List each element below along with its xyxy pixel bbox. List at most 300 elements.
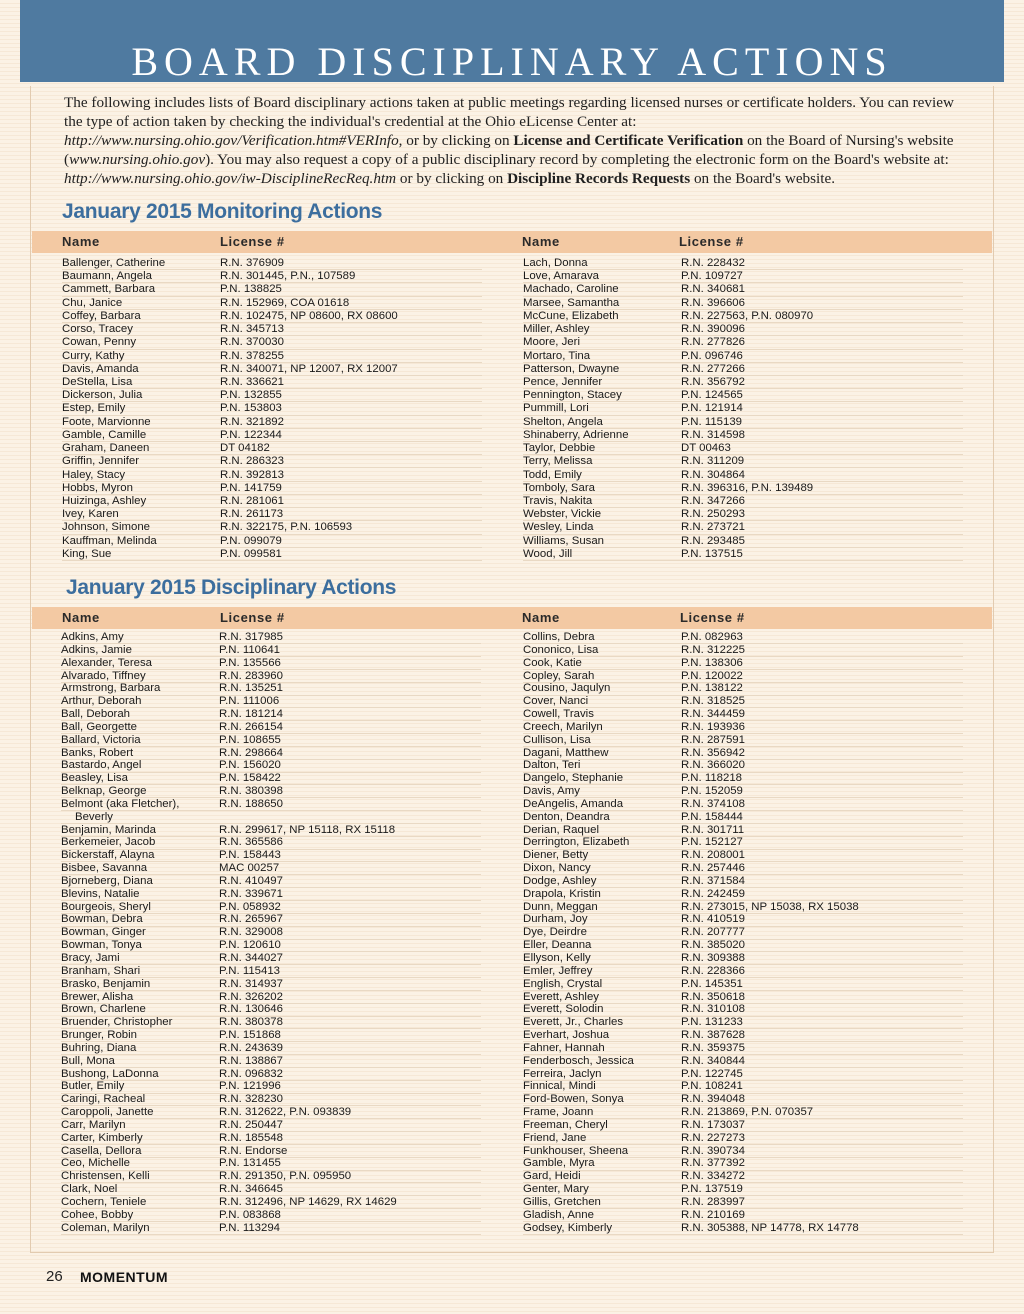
list-item <box>61 1029 481 1042</box>
list-item <box>523 521 963 534</box>
license-number: R.N. 281061 <box>220 494 284 507</box>
person-name: Cowell, Travis <box>523 708 594 721</box>
person-name: Friend, Jane <box>523 1131 587 1144</box>
person-name: Bull, Mona <box>61 1054 115 1067</box>
person-name: Everett, Ashley <box>523 990 599 1003</box>
license-number: R.N. 356942 <box>681 746 745 759</box>
license-number: R.N. 265967 <box>219 913 283 926</box>
list-item <box>61 785 481 798</box>
license-number: R.N. 365586 <box>219 836 283 849</box>
license-number: R.N. 152969, COA 01618 <box>220 296 350 309</box>
license-number: R.N. 376909 <box>220 257 284 269</box>
list-item <box>523 836 963 849</box>
col-header-license-left: License # <box>220 234 285 249</box>
person-name: Branham, Shari <box>61 964 141 977</box>
intro-text-4: ). You may also request a copy of a public disciplinary record by completing the electronic form on the Board's website at: <box>205 151 949 168</box>
list-item <box>62 548 482 561</box>
license-number: R.N. 390734 <box>681 1144 745 1157</box>
license-number: R.N. Endorse <box>219 1144 288 1157</box>
person-name: Ballenger, Catherine <box>62 257 166 269</box>
person-name: Bowman, Ginger <box>61 926 146 939</box>
person-name: Moore, Jeri <box>523 336 580 349</box>
license-number: R.N. 312225 <box>681 643 745 656</box>
list-item <box>523 734 963 747</box>
list-item <box>523 785 963 798</box>
discipline-form-link[interactable]: http://www.nursing.ohio.gov/iw-DisciplineRecReq.htm <box>64 170 397 187</box>
person-name: Copley, Sarah <box>523 669 595 682</box>
list-item <box>523 495 963 508</box>
list-item <box>61 991 481 1004</box>
license-number: R.N. 396606 <box>681 296 745 309</box>
person-name: Dye, Deirdre <box>523 926 587 939</box>
list-item <box>523 1222 963 1235</box>
list-item <box>523 363 963 376</box>
list-item <box>523 695 963 708</box>
list-item <box>523 747 963 760</box>
person-name: Emler, Jeffrey <box>523 964 593 977</box>
license-number: R.N. 277826 <box>681 336 745 349</box>
list-item <box>523 350 963 363</box>
person-name: Benjamin, Marinda <box>61 823 156 836</box>
person-name: Kauffman, Melinda <box>62 534 157 547</box>
license-number: R.N. 291350, P.N. 095950 <box>219 1170 352 1183</box>
license-number: R.N. 242459 <box>681 887 745 900</box>
person-name: Everett, Jr., Charles <box>523 1016 624 1029</box>
person-name: Brunger, Robin <box>61 1029 137 1042</box>
list-item <box>523 1209 963 1222</box>
col-header-name-right-2: Name <box>522 610 560 625</box>
person-name: Machado, Caroline <box>523 283 619 296</box>
license-number: P.N. 132855 <box>220 389 282 402</box>
license-number: R.N. 312496, NP 14629, RX 14629 <box>219 1195 397 1208</box>
list-item <box>523 644 963 657</box>
license-number: P.N. 138306 <box>681 656 743 669</box>
license-number: P.N. 135566 <box>219 656 281 669</box>
list-item <box>523 1196 963 1209</box>
list-item <box>61 1016 481 1029</box>
license-number: R.N. 347266 <box>681 494 745 507</box>
license-number: P.N. 137515 <box>681 547 743 560</box>
intro-text-3: on the Board of Nursing's website ( <box>64 132 954 168</box>
license-number: R.N. 344027 <box>219 952 283 964</box>
license-number: R.N. 304864 <box>681 468 745 481</box>
person-name: Bastardo, Angel <box>61 759 142 772</box>
list-item <box>523 1016 963 1029</box>
list-item <box>61 772 481 785</box>
person-name: Bickerstaff, Alayna <box>61 849 155 862</box>
person-name: Creech, Marilyn <box>523 720 603 733</box>
person-name: Gard, Heidi <box>523 1170 581 1183</box>
person-name: Ceo, Michelle <box>61 1157 131 1170</box>
person-name: Cammett, Barbara <box>62 283 156 296</box>
license-number: P.N. 122745 <box>681 1067 743 1080</box>
license-number: P.N. 082963 <box>681 631 743 643</box>
list-item <box>61 1170 481 1183</box>
list-item <box>523 1119 963 1132</box>
list-item <box>523 1170 963 1183</box>
col-header-license-right: License # <box>679 234 744 249</box>
license-number: R.N. 305388, NP 14778, RX 14778 <box>681 1221 859 1234</box>
license-number: R.N. 390096 <box>681 323 745 336</box>
intro-paragraph <box>64 93 964 188</box>
list-item <box>61 759 481 772</box>
col-header-name-right: Name <box>522 234 560 249</box>
list-item <box>61 1003 481 1016</box>
person-name: Everhart, Joshua <box>523 1029 610 1042</box>
list-item <box>62 310 482 323</box>
list-item <box>523 824 963 837</box>
license-number: R.N. 102475, NP 08600, RX 08600 <box>220 309 398 322</box>
list-item <box>523 888 963 901</box>
license-number: DT 04182 <box>220 442 270 455</box>
list-item <box>61 1209 481 1222</box>
license-number: R.N. 261173 <box>220 508 284 521</box>
list-item <box>523 1183 963 1196</box>
list-item <box>61 798 481 811</box>
person-name: Eller, Deanna <box>523 939 592 952</box>
list-item <box>523 336 963 349</box>
list-item <box>523 901 963 914</box>
license-number: R.N. 334272 <box>681 1170 745 1183</box>
list-item <box>61 811 481 824</box>
list-item <box>523 1029 963 1042</box>
list-item <box>61 952 481 965</box>
list-item <box>523 469 963 482</box>
magazine-name: MOMENTUM <box>80 1269 168 1285</box>
list-item <box>61 708 481 721</box>
list-item <box>61 670 481 683</box>
person-name: Bowman, Tonya <box>61 939 142 952</box>
license-number: R.N. 135251 <box>219 682 283 695</box>
person-name: Ball, Deborah <box>61 708 131 721</box>
list-item <box>62 495 482 508</box>
list-item <box>61 644 481 657</box>
list-item <box>61 747 481 760</box>
list-item <box>523 657 963 670</box>
list-item <box>523 721 963 734</box>
list-item <box>523 442 963 455</box>
list-item <box>61 862 481 875</box>
person-name: Bruender, Christopher <box>61 1016 173 1029</box>
list-item <box>62 297 482 310</box>
person-name: Everett, Solodin <box>523 1003 604 1016</box>
person-name: McCune, Elizabeth <box>523 309 619 322</box>
license-verification-label[interactable]: License and Certificate Verification <box>513 132 744 149</box>
list-item <box>523 965 963 978</box>
license-number: R.N. 378255 <box>220 349 284 362</box>
list-item <box>523 978 963 991</box>
license-number: R.N. 374108 <box>681 797 745 810</box>
license-number: P.N. 109727 <box>681 270 743 283</box>
list-item <box>61 1106 481 1119</box>
person-name: Shinaberry, Adrienne <box>523 428 629 441</box>
license-number: R.N. 322175, P.N. 106593 <box>220 521 353 534</box>
list-item <box>523 670 963 683</box>
person-name: Huizinga, Ashley <box>62 494 147 507</box>
person-name: Durham, Joy <box>523 913 588 926</box>
person-name: Pummill, Lori <box>523 402 589 415</box>
person-name: Alexander, Teresa <box>61 656 152 669</box>
license-number: R.N. 366020 <box>681 759 745 772</box>
license-number: R.N. 346645 <box>219 1183 283 1196</box>
person-name: Christensen, Kelli <box>61 1170 150 1183</box>
license-number: P.N. 137519 <box>681 1183 743 1196</box>
person-name: Belknap, George <box>61 785 147 798</box>
list-item <box>523 310 963 323</box>
person-name: Estep, Emily <box>62 402 126 415</box>
person-name: Gamble, Myra <box>523 1157 595 1170</box>
license-number: R.N. 181214 <box>219 708 283 721</box>
license-number: R.N. 309388 <box>681 952 745 964</box>
list-item <box>62 508 482 521</box>
license-number: P.N. 108241 <box>681 1080 743 1093</box>
list-item <box>523 1093 963 1106</box>
person-name: Travis, Nakita <box>523 494 593 507</box>
license-number: P.N. 121914 <box>681 402 743 415</box>
list-item <box>62 535 482 548</box>
list-item <box>62 402 482 415</box>
license-number: R.N. 312622, P.N. 093839 <box>219 1106 352 1119</box>
license-number: R.N. 329008 <box>219 926 283 939</box>
person-name: Coleman, Marilyn <box>61 1221 150 1234</box>
list-item <box>523 482 963 495</box>
license-number: R.N. 344459 <box>681 708 745 721</box>
person-name: Belmont (aka Fletcher), <box>61 797 180 810</box>
list-item <box>523 772 963 785</box>
list-item <box>523 1068 963 1081</box>
person-name: Gladish, Anne <box>523 1208 594 1221</box>
license-number: P.N. 131455 <box>219 1157 281 1170</box>
person-name: Curry, Kathy <box>62 349 125 362</box>
person-name: Coffey, Barbara <box>62 309 141 322</box>
person-name: DeAngelis, Amanda <box>523 797 624 810</box>
elicense-link[interactable]: http://www.nursing.ohio.gov/Verification.htm#VERInfo <box>64 132 399 149</box>
person-name: Berkemeier, Jacob <box>61 836 156 849</box>
person-name: Taylor, Debbie <box>523 442 596 455</box>
license-number: R.N. 210169 <box>681 1208 745 1221</box>
col-header-license-left-2: License # <box>220 610 285 625</box>
list-item <box>523 1157 963 1170</box>
person-name: Pennington, Stacey <box>523 389 622 402</box>
intro-text-5: or by clicking on <box>396 170 508 187</box>
list-item <box>62 521 482 534</box>
person-name: Fahner, Hannah <box>523 1041 605 1054</box>
license-number: DT 00463 <box>681 442 731 455</box>
list-item <box>61 1119 481 1132</box>
list-item <box>61 1145 481 1158</box>
license-number: P.N. 115139 <box>681 415 743 428</box>
list-item <box>523 849 963 862</box>
person-name: Derian, Raquel <box>523 823 599 836</box>
person-name: Wesley, Linda <box>523 521 594 534</box>
list-item <box>61 1222 481 1235</box>
person-name: Shelton, Angela <box>523 415 603 428</box>
license-number: MAC 00257 <box>219 862 280 875</box>
list-item <box>523 798 963 811</box>
person-name: Drapola, Kristin <box>523 887 601 900</box>
list-item <box>523 402 963 415</box>
license-number: P.N. 131233 <box>681 1016 743 1029</box>
list-item <box>523 297 963 310</box>
list-item <box>62 442 482 455</box>
person-name: Ford-Bowen, Sonya <box>523 1093 624 1106</box>
license-number: R.N. 396316, P.N. 139489 <box>681 481 814 494</box>
license-number: R.N. 311209 <box>681 455 745 468</box>
person-name: Graham, Daneen <box>62 442 150 455</box>
list-item <box>61 875 481 888</box>
list-item <box>523 682 963 695</box>
person-name: Cohee, Bobby <box>61 1208 134 1221</box>
list-item <box>62 363 482 376</box>
person-name: Todd, Emily <box>523 468 582 481</box>
list-item <box>523 1145 963 1158</box>
list-item <box>62 469 482 482</box>
list-item <box>523 535 963 548</box>
list-item <box>61 1068 481 1081</box>
list-item <box>61 682 481 695</box>
license-number: R.N. 096832 <box>219 1067 283 1080</box>
person-name: Beasley, Lisa <box>61 772 128 785</box>
list-item <box>61 901 481 914</box>
list-item <box>61 631 481 644</box>
license-number: R.N. 340844 <box>681 1054 745 1067</box>
list-item <box>62 336 482 349</box>
license-number: R.N. 380378 <box>219 1016 283 1029</box>
person-name: Hobbs, Myron <box>62 481 133 494</box>
list-item <box>61 824 481 837</box>
person-name: Gillis, Gretchen <box>523 1195 601 1208</box>
list-item <box>523 1132 963 1145</box>
license-number: R.N. 227273 <box>681 1131 745 1144</box>
license-number: R.N. 410519 <box>681 913 745 926</box>
license-number: P.N. 099079 <box>220 534 282 547</box>
person-name: Armstrong, Barbara <box>61 682 161 695</box>
list-item <box>523 862 963 875</box>
person-name: Bourgeois, Sheryl <box>61 900 151 913</box>
list-item <box>62 350 482 363</box>
list-item <box>523 926 963 939</box>
person-name: Dagani, Matthew <box>523 746 609 759</box>
license-number: R.N. 314598 <box>681 428 745 441</box>
person-name: Williams, Susan <box>523 534 605 547</box>
list-item <box>61 978 481 991</box>
person-name: Ballard, Victoria <box>61 733 141 746</box>
intro-text-1: The following includes lists of Board disciplinary actions taken at public meetings regarding licensed nurses or certificate holders. You can review the type of action taken by checking the individual's credential at the Ohio eLicense Center at: <box>64 94 954 130</box>
board-website-link[interactable]: www.nursing.ohio.gov <box>69 151 206 168</box>
list-item <box>523 1106 963 1119</box>
list-item <box>523 759 963 772</box>
discipline-records-label[interactable]: Discipline Records Requests <box>507 170 691 187</box>
license-number: R.N. 387628 <box>681 1029 745 1042</box>
license-number: R.N. 340681 <box>681 283 745 296</box>
license-number: R.N. 394048 <box>681 1093 745 1106</box>
person-name: Beverly <box>75 810 113 823</box>
license-number: P.N. 111006 <box>219 695 280 708</box>
person-name: King, Sue <box>62 547 112 560</box>
license-number: R.N. 283960 <box>219 669 283 682</box>
license-number: R.N. 318525 <box>681 695 745 708</box>
person-name: Davis, Amanda <box>62 362 139 375</box>
list-item <box>61 836 481 849</box>
license-number: R.N. 188650 <box>219 797 283 810</box>
person-name: DeStella, Lisa <box>62 375 133 388</box>
person-name: Love, Amarava <box>523 270 599 283</box>
license-number: P.N. 096746 <box>681 349 743 362</box>
person-name: Ivey, Karen <box>62 508 119 521</box>
license-number: R.N. 321892 <box>220 415 284 428</box>
person-name: Bushong, LaDonna <box>61 1067 159 1080</box>
license-number: R.N. 298664 <box>219 746 283 759</box>
person-name: Denton, Deandra <box>523 810 610 823</box>
license-number: P.N. 138122 <box>681 682 743 695</box>
license-number: R.N. 173037 <box>681 1118 745 1131</box>
list-item <box>523 1080 963 1093</box>
person-name: Marsee, Samantha <box>523 296 620 309</box>
disciplinary-section-title: January 2015 Disciplinary Actions <box>66 576 397 599</box>
list-item <box>523 270 963 283</box>
person-name: Butler, Emily <box>61 1080 125 1093</box>
list-item <box>523 1042 963 1055</box>
license-number: R.N. 228432 <box>681 257 745 269</box>
license-number: P.N. 152059 <box>681 785 743 798</box>
list-item <box>61 913 481 926</box>
license-number: P.N. 083868 <box>219 1208 281 1221</box>
person-name: Ball, Georgette <box>61 720 137 733</box>
license-number: P.N. 115413 <box>219 964 281 977</box>
list-item <box>62 376 482 389</box>
license-number: R.N. 380398 <box>219 785 283 798</box>
person-name: Webster, Vickie <box>523 508 602 521</box>
person-name: Cononico, Lisa <box>523 643 599 656</box>
license-number: R.N. 208001 <box>681 849 745 862</box>
license-number: R.N. 340071, NP 12007, RX 12007 <box>220 362 398 375</box>
list-item <box>523 708 963 721</box>
license-number: R.N. 273721 <box>681 521 745 534</box>
person-name: Baumann, Angela <box>62 270 152 283</box>
person-name: English, Crystal <box>523 977 603 990</box>
person-name: Patterson, Dwayne <box>523 362 620 375</box>
list-item <box>62 482 482 495</box>
license-number: R.N. 250447 <box>219 1118 283 1131</box>
list-item <box>523 811 963 824</box>
person-name: Arthur, Deborah <box>61 695 142 708</box>
license-number: R.N. 207777 <box>681 926 745 939</box>
person-name: Dickerson, Julia <box>62 389 143 402</box>
license-number: R.N. 213869, P.N. 070357 <box>681 1106 814 1119</box>
col-header-name-left: Name <box>62 234 100 249</box>
license-number: P.N. 120022 <box>681 669 743 682</box>
license-number: R.N. 299617, NP 15118, RX 15118 <box>219 823 396 836</box>
person-name: Ferreira, Jaclyn <box>523 1067 602 1080</box>
list-item <box>62 416 482 429</box>
list-item <box>61 657 481 670</box>
list-item <box>523 875 963 888</box>
license-number: R.N. 185548 <box>219 1131 283 1144</box>
person-name: Alvarado, Tiffney <box>61 669 146 682</box>
person-name: Lach, Donna <box>523 257 588 269</box>
license-number: R.N. 283997 <box>681 1195 745 1208</box>
header-banner <box>20 0 1004 82</box>
list-item <box>61 965 481 978</box>
person-name: Pence, Jennifer <box>523 375 603 388</box>
page-number: 26 <box>46 1268 63 1285</box>
person-name: Dixon, Nancy <box>523 862 591 875</box>
list-item <box>61 939 481 952</box>
person-name: Clark, Noel <box>61 1183 118 1196</box>
person-name: Carter, Kimberly <box>61 1131 143 1144</box>
list-item <box>523 939 963 952</box>
person-name: Chu, Janice <box>62 296 123 309</box>
